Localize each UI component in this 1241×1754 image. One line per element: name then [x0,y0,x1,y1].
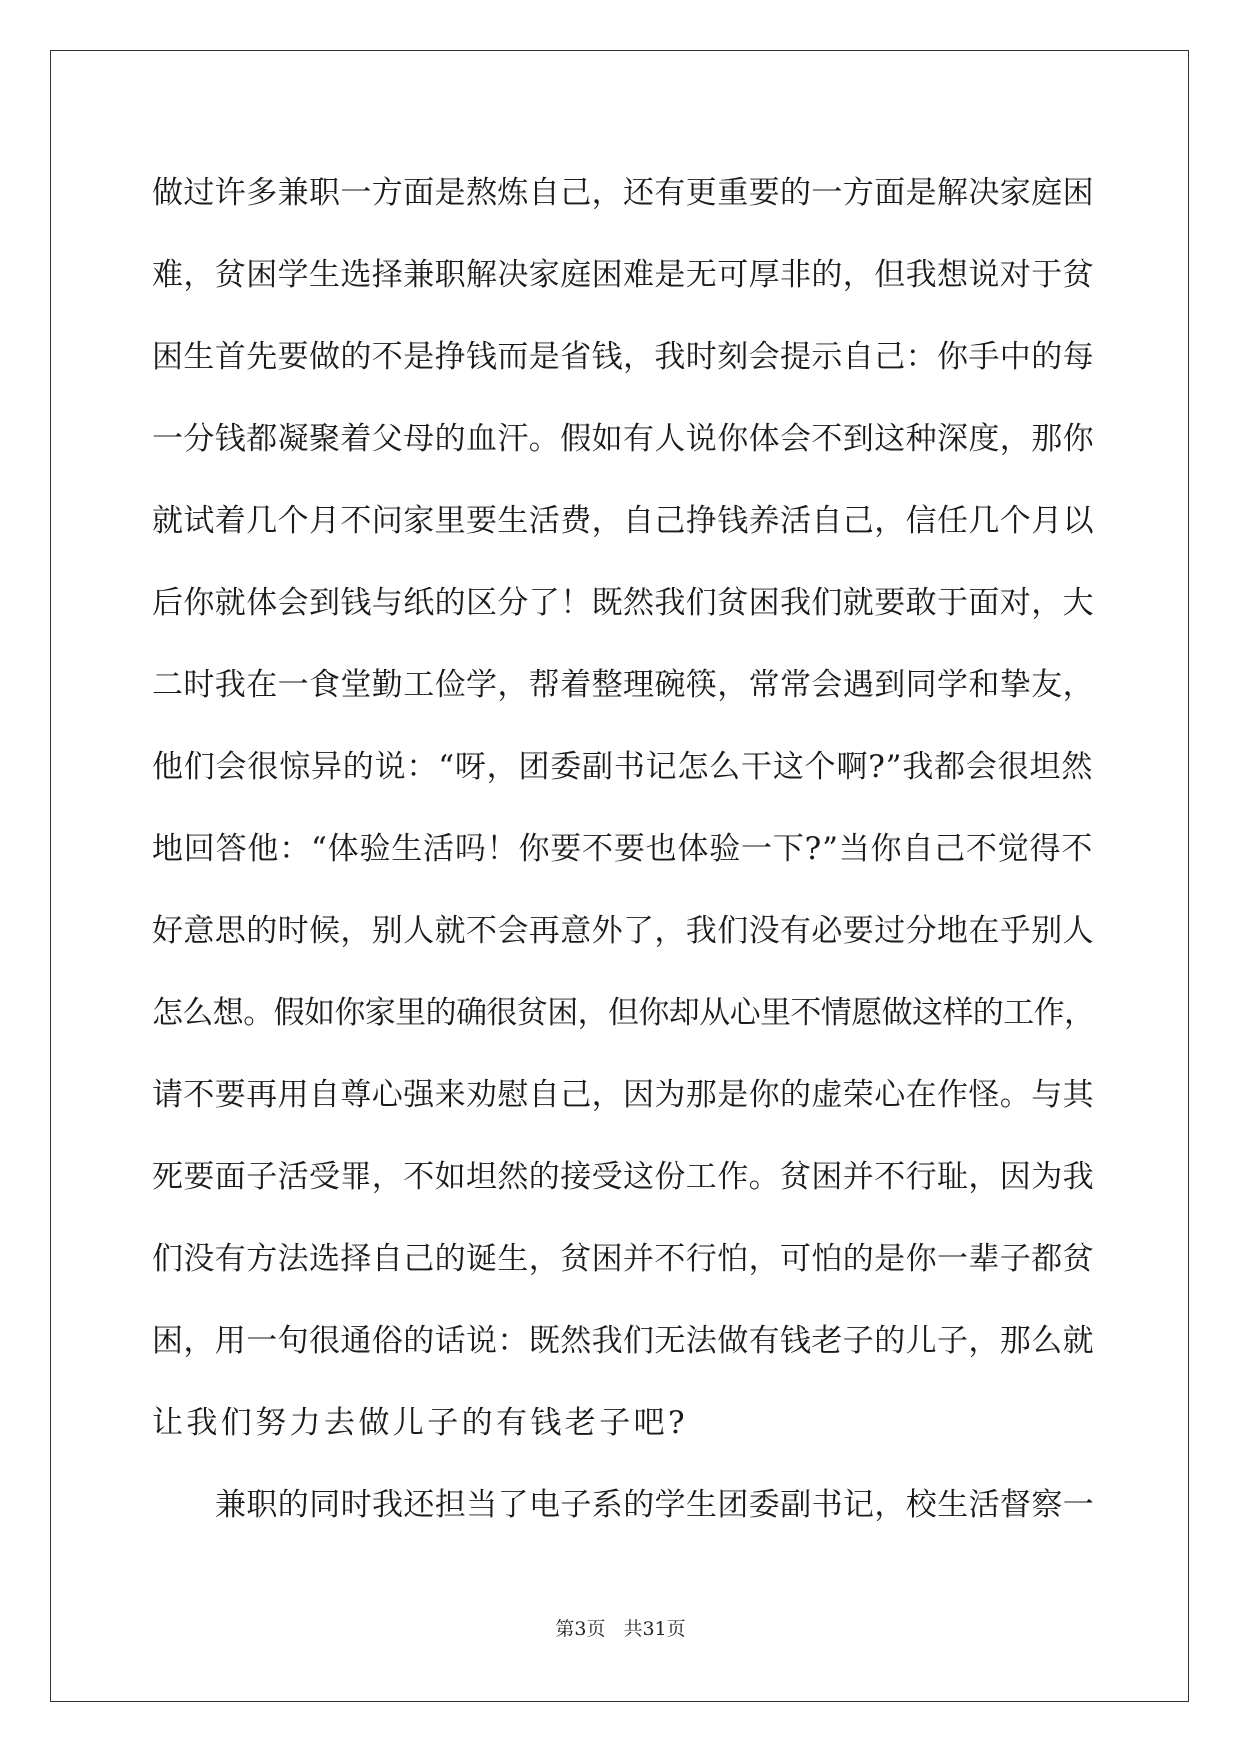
text-line: 让我们努力去做儿子的有钱老子吧? [152,1405,689,1441]
text-line: 二时我在一食堂勤工俭学，帮着整理碗筷，常常会遇到同学和挚友， [152,667,1094,703]
text-line: 困生首先要做的不是挣钱而是省钱，我时刻会提示自己：你手中的每 [152,339,1094,375]
text-line: 地回答他：“体验生活吗！你要不要也体验一下?”当你自己不觉得不 [152,831,1094,867]
page-number: 第3页 [555,1618,606,1640]
page-total: 共31页 [623,1618,686,1640]
text-line: 请不要再用自尊心强来劝慰自己，因为那是你的虚荣心在作怪。与其 [152,1077,1094,1113]
text-line: 好意思的时候，别人就不会再意外了，我们没有必要过分地在乎别人 [152,913,1094,949]
text-line: 们没有方法选择自己的诞生，贫困并不行怕，可怕的是你一辈子都贫 [152,1241,1094,1277]
text-line: 难，贫困学生选择兼职解决家庭困难是无可厚非的，但我想说对于贫 [152,257,1094,293]
text-line: 兼职的同时我还担当了电子系的学生团委副书记，校生活督察一 [215,1487,1095,1523]
text-line: 他们会很惊异的说：“呀，团委副书记怎么干这个啊?”我都会很坦然 [152,749,1094,785]
document-body [152,152,1097,1546]
text-line: 死要面子活受罪，不如坦然的接受这份工作。贫困并不行耻，因为我 [152,1159,1094,1195]
text-line: 怎么想。假如你家里的确很贫困，但你却从心里不情愿做这样的工作， [152,995,1095,1031]
text-line: 做过许多兼职一方面是熬炼自己，还有更重要的一方面是解决家庭困 [152,175,1094,211]
text-line: 就试着几个月不问家里要生活费，自己挣钱养活自己，信任几个月以 [152,503,1094,539]
page-footer [0,1614,1241,1641]
text-line: 一分钱都凝聚着父母的血汗。假如有人说你体会不到这种深度，那你 [152,421,1094,457]
text-line: 困，用一句很通俗的话说：既然我们无法做有钱老子的儿子，那么就 [152,1323,1094,1359]
text-line: 后你就体会到钱与纸的区分了！既然我们贫困我们就要敢于面对，大 [152,585,1094,621]
